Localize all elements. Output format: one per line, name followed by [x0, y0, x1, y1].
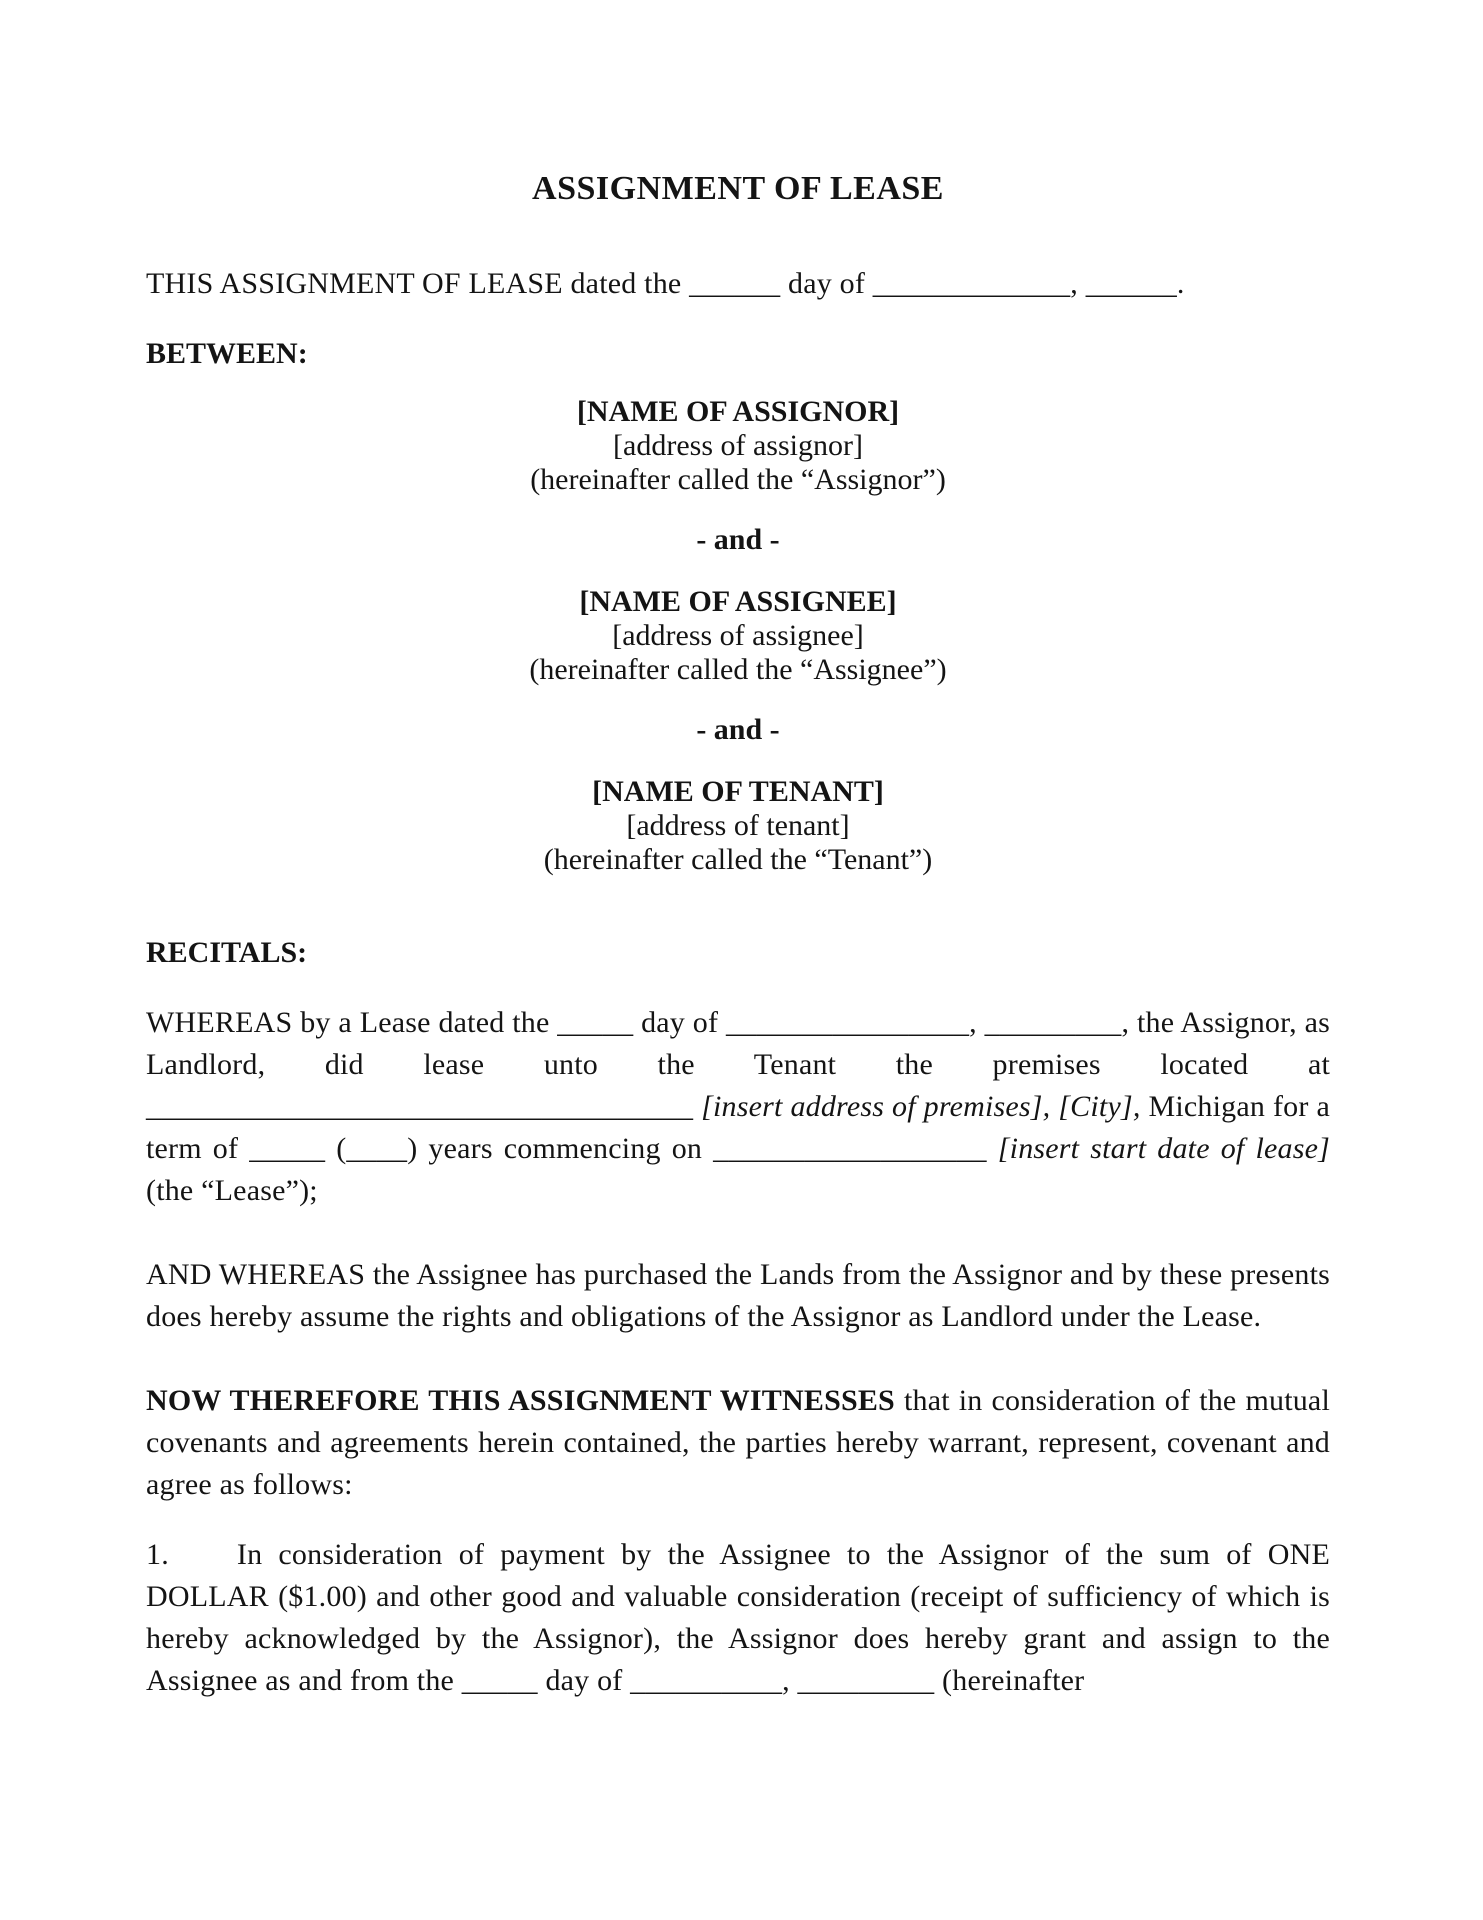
party-block-assignor: [146, 395, 1330, 497]
party-address-assignor: [address of assignor]: [613, 429, 863, 462]
party-name-assignee: [NAME OF ASSIGNEE]: [579, 585, 897, 618]
party-address-tenant: [address of tenant]: [626, 809, 850, 842]
and-separator-2: - and -: [696, 713, 780, 746]
between-label: BETWEEN:: [146, 337, 308, 370]
clause-1-paragraph: 1. In consideration of payment by the Assignee to the Assignor of the sum of ONE DOLLAR ($1.00) and other good and valuable consideration (receipt of sufficiency of which is hereby acknowledged by the Assignor), the Assignor does hereby grant and assign to the Assignee as and from the _____ day of __________, _________ (hereinafter: [146, 1538, 1330, 1697]
party-address-assignee: [address of assignee]: [612, 619, 864, 652]
party-block-assignee: [146, 585, 1330, 687]
document-title: ASSIGNMENT OF LEASE: [532, 170, 944, 207]
party-hereinafter-assignor: (hereinafter called the “Assignor”): [530, 463, 946, 496]
party-name-assignor: [NAME OF ASSIGNOR]: [576, 395, 900, 428]
party-hereinafter-tenant: (hereinafter called the “Tenant”): [543, 843, 933, 876]
recitals-label: RECITALS:: [146, 936, 308, 969]
intro-paragraph: THIS ASSIGNMENT OF LEASE dated the ______ day of _____________, ______.: [146, 267, 1185, 300]
now-therefore-paragraph: NOW THEREFORE THIS ASSIGNMENT WITNESSES that in consideration of the mutual covenants and agreements herein contained, the parties hereby warrant, represent, covenant and agree as follows:: [146, 1384, 1330, 1501]
party-name-tenant: [NAME OF TENANT]: [592, 775, 884, 808]
and-whereas-paragraph: AND WHEREAS the Assignee has purchased the Lands from the Assignor and by these presents does hereby assume the rights and obligations of the Assignor as Landlord under the Lease.: [146, 1258, 1330, 1333]
and-separator-1: - and -: [696, 523, 780, 556]
party-hereinafter-assignee: (hereinafter called the “Assignee”): [529, 653, 947, 686]
whereas-paragraph: WHEREAS by a Lease dated the _____ day of ________________, _________, the Assignor, as Landlord, did lease unto the Tenant the premises located at ____________________________________ [insert address of premises], [City], Michigan for a term of _____ (____) years commencing on __________________ [insert start date of lease] (the “Lease”);: [146, 1006, 1330, 1207]
party-block-tenant: [146, 775, 1330, 877]
